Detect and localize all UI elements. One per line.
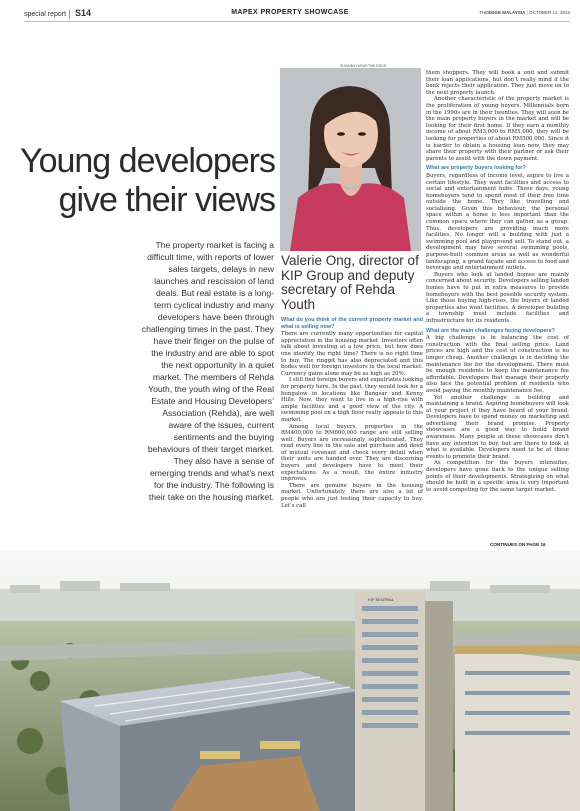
issue-date: OCTOBER 12, 2015 bbox=[529, 10, 570, 15]
header-divider bbox=[69, 10, 70, 19]
article-headline: Young developers give their views bbox=[20, 142, 275, 220]
photo-credit: SUHAIMI YUSUF/THE EDGE bbox=[340, 64, 387, 68]
section-label bbox=[24, 8, 91, 19]
brand-name: EDGE MALAYSIA bbox=[488, 10, 526, 15]
answer-paragraph: them shoppers. They will book a unit and submit their loan applications, but don’t really mind if the bank rejects their application. They just move on to the next property launch. bbox=[426, 70, 569, 96]
page-number: S14 bbox=[75, 8, 92, 18]
answer-paragraph: Among local buyers, properties in the RM400,000 to RM600,000 range are still selling well. Buyers are increasingly sophisticated. They read every line in the sale and purchase and deed of mutual covenant and check every detail when their units are handed over. They are discerning buyers and developers have to meet their expectations. As a result, the entire industry improves. bbox=[281, 423, 423, 483]
article-intro: The property market is facing a difficult time, with reports of lower sales targets, delays in new launches and rescission of land deals. But real estate is a long-term cyclical industry and many developers have been through challenging times in the past. They have their finger on the pulse of the industry and are able to spot the next opportunity in a quiet market. The members of Rehda Youth, the youth wing of the Real Estate and Housing Developers’ Association (Rehda), are well aware of the issues, current sentiments and the buying behaviours of their target market. They also have a sense of emerging trends and what’s next for the industry. The following is their take on the housing market. bbox=[141, 240, 274, 502]
answer-paragraph: Another characteristic of the property market is the proliferation of young buyers. Millennials born in the 1990s are in their twenties. They will soon be the main property buyers in the market and will be looking for their first home. If they earn a monthly income of about RM3,000 to RM5,000, they will be looking for properties of about RM500,000. Since it is harder to obtain a housing loan now, they may share their property with their partner or ask their parents to assist with the down payment. bbox=[426, 96, 569, 162]
brand-prefix: THE bbox=[479, 10, 489, 15]
answer-paragraph: There are genuine buyers in the housing market. Unfortunately, there are also a lot of people who are just testing their capacity to buy. Let’s call bbox=[281, 482, 423, 509]
portrait-illustration bbox=[280, 68, 421, 251]
publication-info bbox=[479, 10, 570, 15]
answer-paragraph: As competition for the buyers intensifies, developers have gone back to the unique selling points of their developments. Strategising on what should be built in a specific area is very important to avoid competing for the same target market. bbox=[426, 460, 569, 493]
article-column-2 bbox=[281, 314, 423, 509]
section-name: special report bbox=[24, 11, 67, 18]
page-header bbox=[0, 0, 580, 20]
showcase-title: MAPEX PROPERTY SHOWCASE bbox=[231, 9, 349, 16]
article-column-3 bbox=[426, 70, 569, 493]
profile-caption: Valerie Ong, director of KIP Group and deputy secretary of Rehda Youth bbox=[281, 253, 419, 312]
development-illustration bbox=[0, 551, 580, 811]
answer-paragraph: Buyers, regardless of income level, aspire to live a certain lifestyle. They want facilities and access to social and entertainment hubs. These days, young homebuyers tend to spend most of their free time outside the home. They like travelling and socialising. Given this behaviour, the personal space within a home is less important than the common space where they can gather as a group. Thus, developers are providing much more facilities. No longer will a building with just a swimming pool and playground sell. To stand out, a development may have several swimming pools, purpose-built common areas as well as wonderful landscaping, a grand façade and access to food and beverage and entertainment outlets. bbox=[426, 172, 569, 272]
question-heading: What are the main challenges facing developers? bbox=[426, 327, 555, 334]
answer-paragraph: Buyers who look at landed homes are mainly concerned about security. Developers selling landed homes have to put in extra measures to provide homebuyers with the best possible security system. Like those buying high-rises, the buyers of landed properties also want facilities. A developer building a township must include facilities and infrastructure for its residents. bbox=[426, 271, 569, 324]
continuation-note: CONTINUES ON PAGE 16 bbox=[490, 542, 546, 547]
render-signage: KIP SENTRAL bbox=[368, 597, 394, 602]
answer-paragraph: Yet another challenge is building and maintaining a brand. Aspiring homebuyers will look at your project if they have heard of your brand. Developers have to spend money on marketing and advertising their brand promise. Property showcases are a good way to build brand awareness. Many people at these showcases don’t have any intention to buy, but are there to look at what is available. Developers need to be at these events to promote their brand. bbox=[426, 394, 569, 460]
portrait-photo bbox=[280, 68, 421, 251]
answer-paragraph: I still find foreign buyers and expatriates looking for property here. In the past, they would look for a bungalow in locations like Bangsar and Kenny Hills. Now, they want to live in a high-rise with ample facilities and a good view of the city. A swimming pool on a high floor really appeals to this market. bbox=[281, 377, 423, 423]
question-heading: What do you think of the current property market and what is selling now? bbox=[281, 317, 423, 330]
answer-paragraph: A big challenge is in balancing the cost of construction with the final selling price. Land prices are high and the cost of construction is no longer cheap. Another challenge is in deciding the maintenance fee for the development. There must be enough residents to keep the maintenance fee affordable. Developers that manage their property also face the potential problem of residents who avoid paying the monthly maintenance fee. bbox=[426, 335, 569, 394]
header-pipe: | bbox=[526, 10, 528, 15]
development-render-image bbox=[0, 551, 580, 811]
header-rule bbox=[24, 21, 570, 22]
question-heading: What are property buyers looking for? bbox=[426, 165, 526, 172]
answer-paragraph: There are currently many opportunities for capital appreciation in the housing market. Investors often talk about investing at a low price, but how does one identify the right time? There is no right time to buy. The ringgit has also depreciated and this bodes well for foreign investors in the local market. Currency gains alone may be as high as 20%. bbox=[281, 331, 423, 377]
